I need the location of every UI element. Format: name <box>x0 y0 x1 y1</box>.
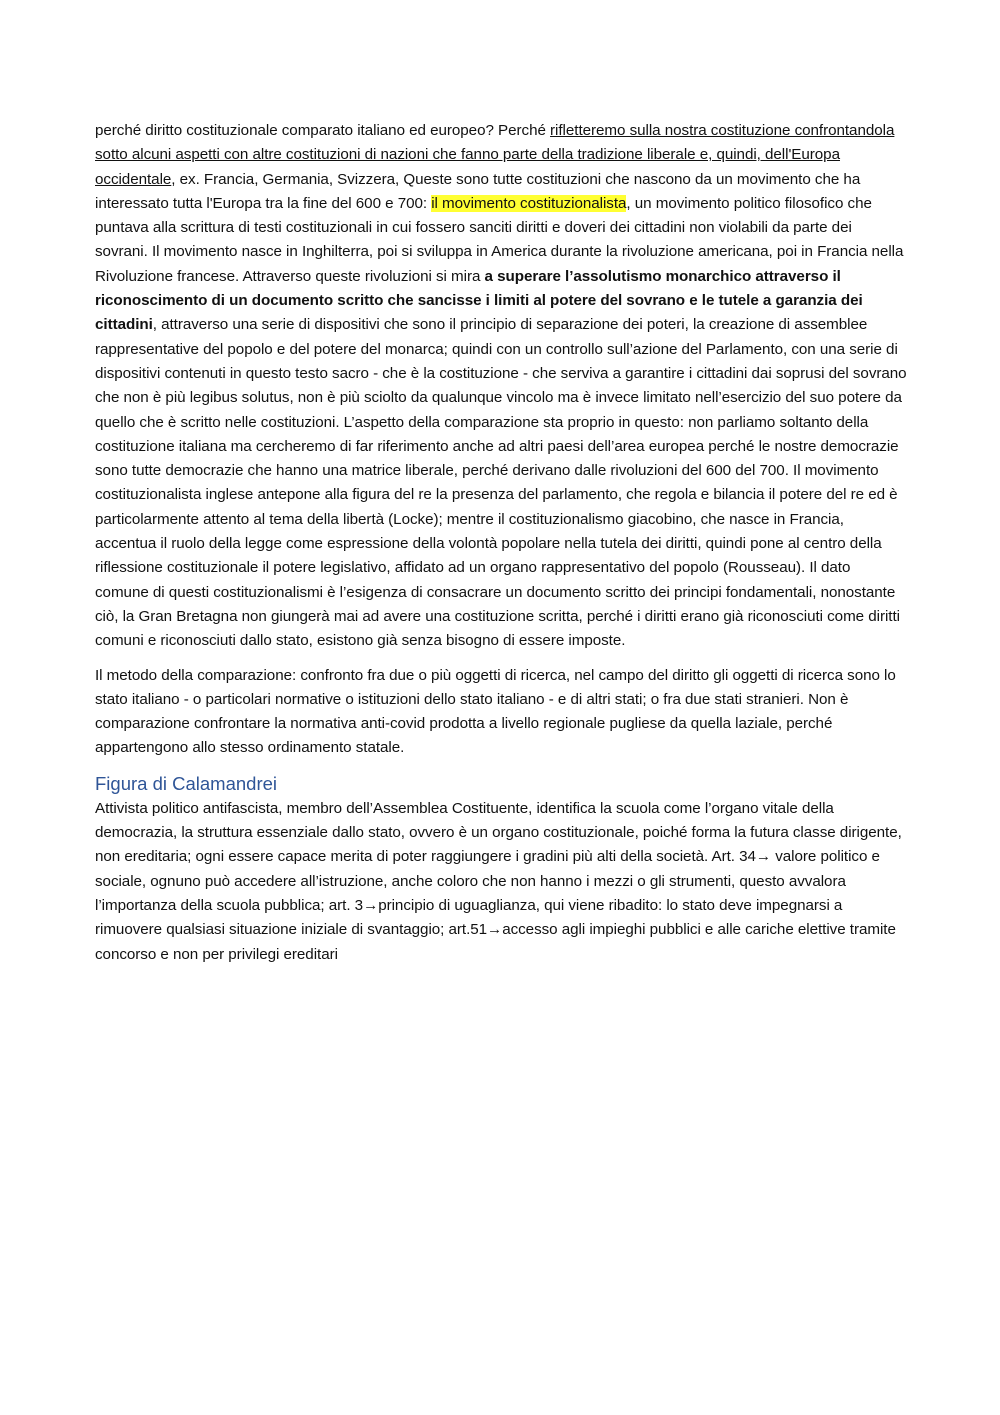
intro-underlined-text: rifletteremo sulla nostra costituzione confrontandola sotto alcuni aspetti con altre costituzioni di nazioni che fanno parte della tradizione liberale e, quindi, dell'Europa occidentale <box>95 122 895 188</box>
method-text: Il metodo della comparazione: confronto fra due o più oggetti di ricerca, nel campo del diritto gli oggetti di ricerca sono lo stato italiano - o particolari normative o istituzioni dello stato italiano - e di altri stati; o fra due stati stranieri. Non è comparazione confrontare la normativa anti-covid prodotta a livello regionale pugliese da quella laziale, perché appartengono allo stesso ordinamento statale. <box>95 666 896 757</box>
intro-text-2: , ex. Francia, Germania, Svizzera, Queste sono tutte costituzioni che nascono da un movimento che ha interessato tutta l'Europa tra la fine del 600 e 700: <box>95 170 861 212</box>
bold-statement: a superare l’assolutismo monarchico attraverso il riconoscimento di un documento scritto che sancisse i limiti al potere del sovrano e le tutele a garanzia dei cittadini <box>95 267 863 334</box>
paragraph-method <box>95 664 907 761</box>
arrow-icon: → <box>755 848 772 866</box>
arrow-icon: → <box>487 921 503 939</box>
intro-text-4: , attraverso una serie di dispositivi che sono il principio di separazione dei poteri, la creazione di assemblee rappresentative del popolo e del potere del monarca; quindi con un controllo sull’azione del Parlamento, con una serie di dispositivi contenuti in questo testo sacro - che è la costituzione - che serviva a garantire i cittadini dai soprusi del sovrano che non è più legibus solutus, non è più sciolto da qualunque vincolo ma è invece limitato nell’esercizio del suo potere da quello che è scritto nelle costituzioni. L’aspetto della comparazione sta proprio in questo: non parliamo soltanto della costituzione italiana ma cercheremo di far riferimento anche ad altri paesi dell’area europea perché le nostre democrazie sono tutte democrazie che hanno una matrice liberale, perché derivano dalle rivoluzioni del 600 del 700. Il movimento costituzionalista inglese antepone alla figura del re la presenza del parlamento, che regola e bilancia il potere del re ed è particolarmente attento al tema della libertà (Locke); mentre il costituzionalismo giacobino, che nasce in Francia, accentua il ruolo della legge come espressione della volontà popolare nella tutela dei diritti, quindi pone al centro della riflessione costituzionale il potere legislativo, affidato ad un organo rappresentativo del popolo (Rousseau). Il dato comune di questi costituzionalismi è l’esigenza di consacrare un documento scritto dei principi fondamentali, nonostante ciò, la Gran Bretagna non giungerà mai ad avere una costituzione scritta, perché i diritti erano già riconosciuti come diritti comuni e riconosciuti dallo stato, esistono già senza bisogno di essere imposte. <box>95 316 907 650</box>
intro-text-3: , un movimento politico filosofico che puntava alla scrittura di testi costituzionali in cui fossero sanciti diritti e doveri dei cittadini non violabili da parte dei sovrani. Il movimento nasce in Inghilterra, poi si sviluppa in America durante la rivoluzione americana, poi in Francia nella Rivoluzione francese. Attraverso queste rivoluzioni si mira <box>95 194 904 285</box>
calamandrei-text-3: principio di uguaglianza, qui viene ribadito: lo stato deve impegnarsi a rimuovere qualsiasi situazione iniziale di svantaggio; art.51 <box>95 896 843 939</box>
calamandrei-text-4: accesso agli impieghi pubblici e alle cariche elettive tramite concorso e non per privilegi ereditari <box>95 921 896 963</box>
paragraph-intro <box>95 119 907 654</box>
paragraph-calamandrei <box>95 797 907 967</box>
calamandrei-text-1: Attivista politico antifascista, membro dell’Assemblea Costituente, identifica la scuola come l’organo vitale della democrazia, la struttura essenziale dallo stato, ovvero è un organo costituzionale, poiché forma la futura classe dirigente, non ereditaria; ogni essere capace merita di poter raggiungere i gradini più alti della società. Art. 34 <box>95 799 902 866</box>
document-page <box>95 119 907 967</box>
section-heading: Figura di Calamandrei <box>95 772 278 794</box>
arrow-icon: → <box>363 896 379 914</box>
highlighted-term: il movimento costituzionalista <box>431 194 627 212</box>
intro-text-1: perché diritto costituzionale comparato italiano ed europeo? Perché <box>95 122 551 139</box>
calamandrei-text-2: valore politico e sociale, ognuno può accedere all’istruzione, anche coloro che non hanno i mezzi o gli strumenti, questo avvalora l’importanza della scuola pubblica; art. 3 <box>95 848 880 914</box>
